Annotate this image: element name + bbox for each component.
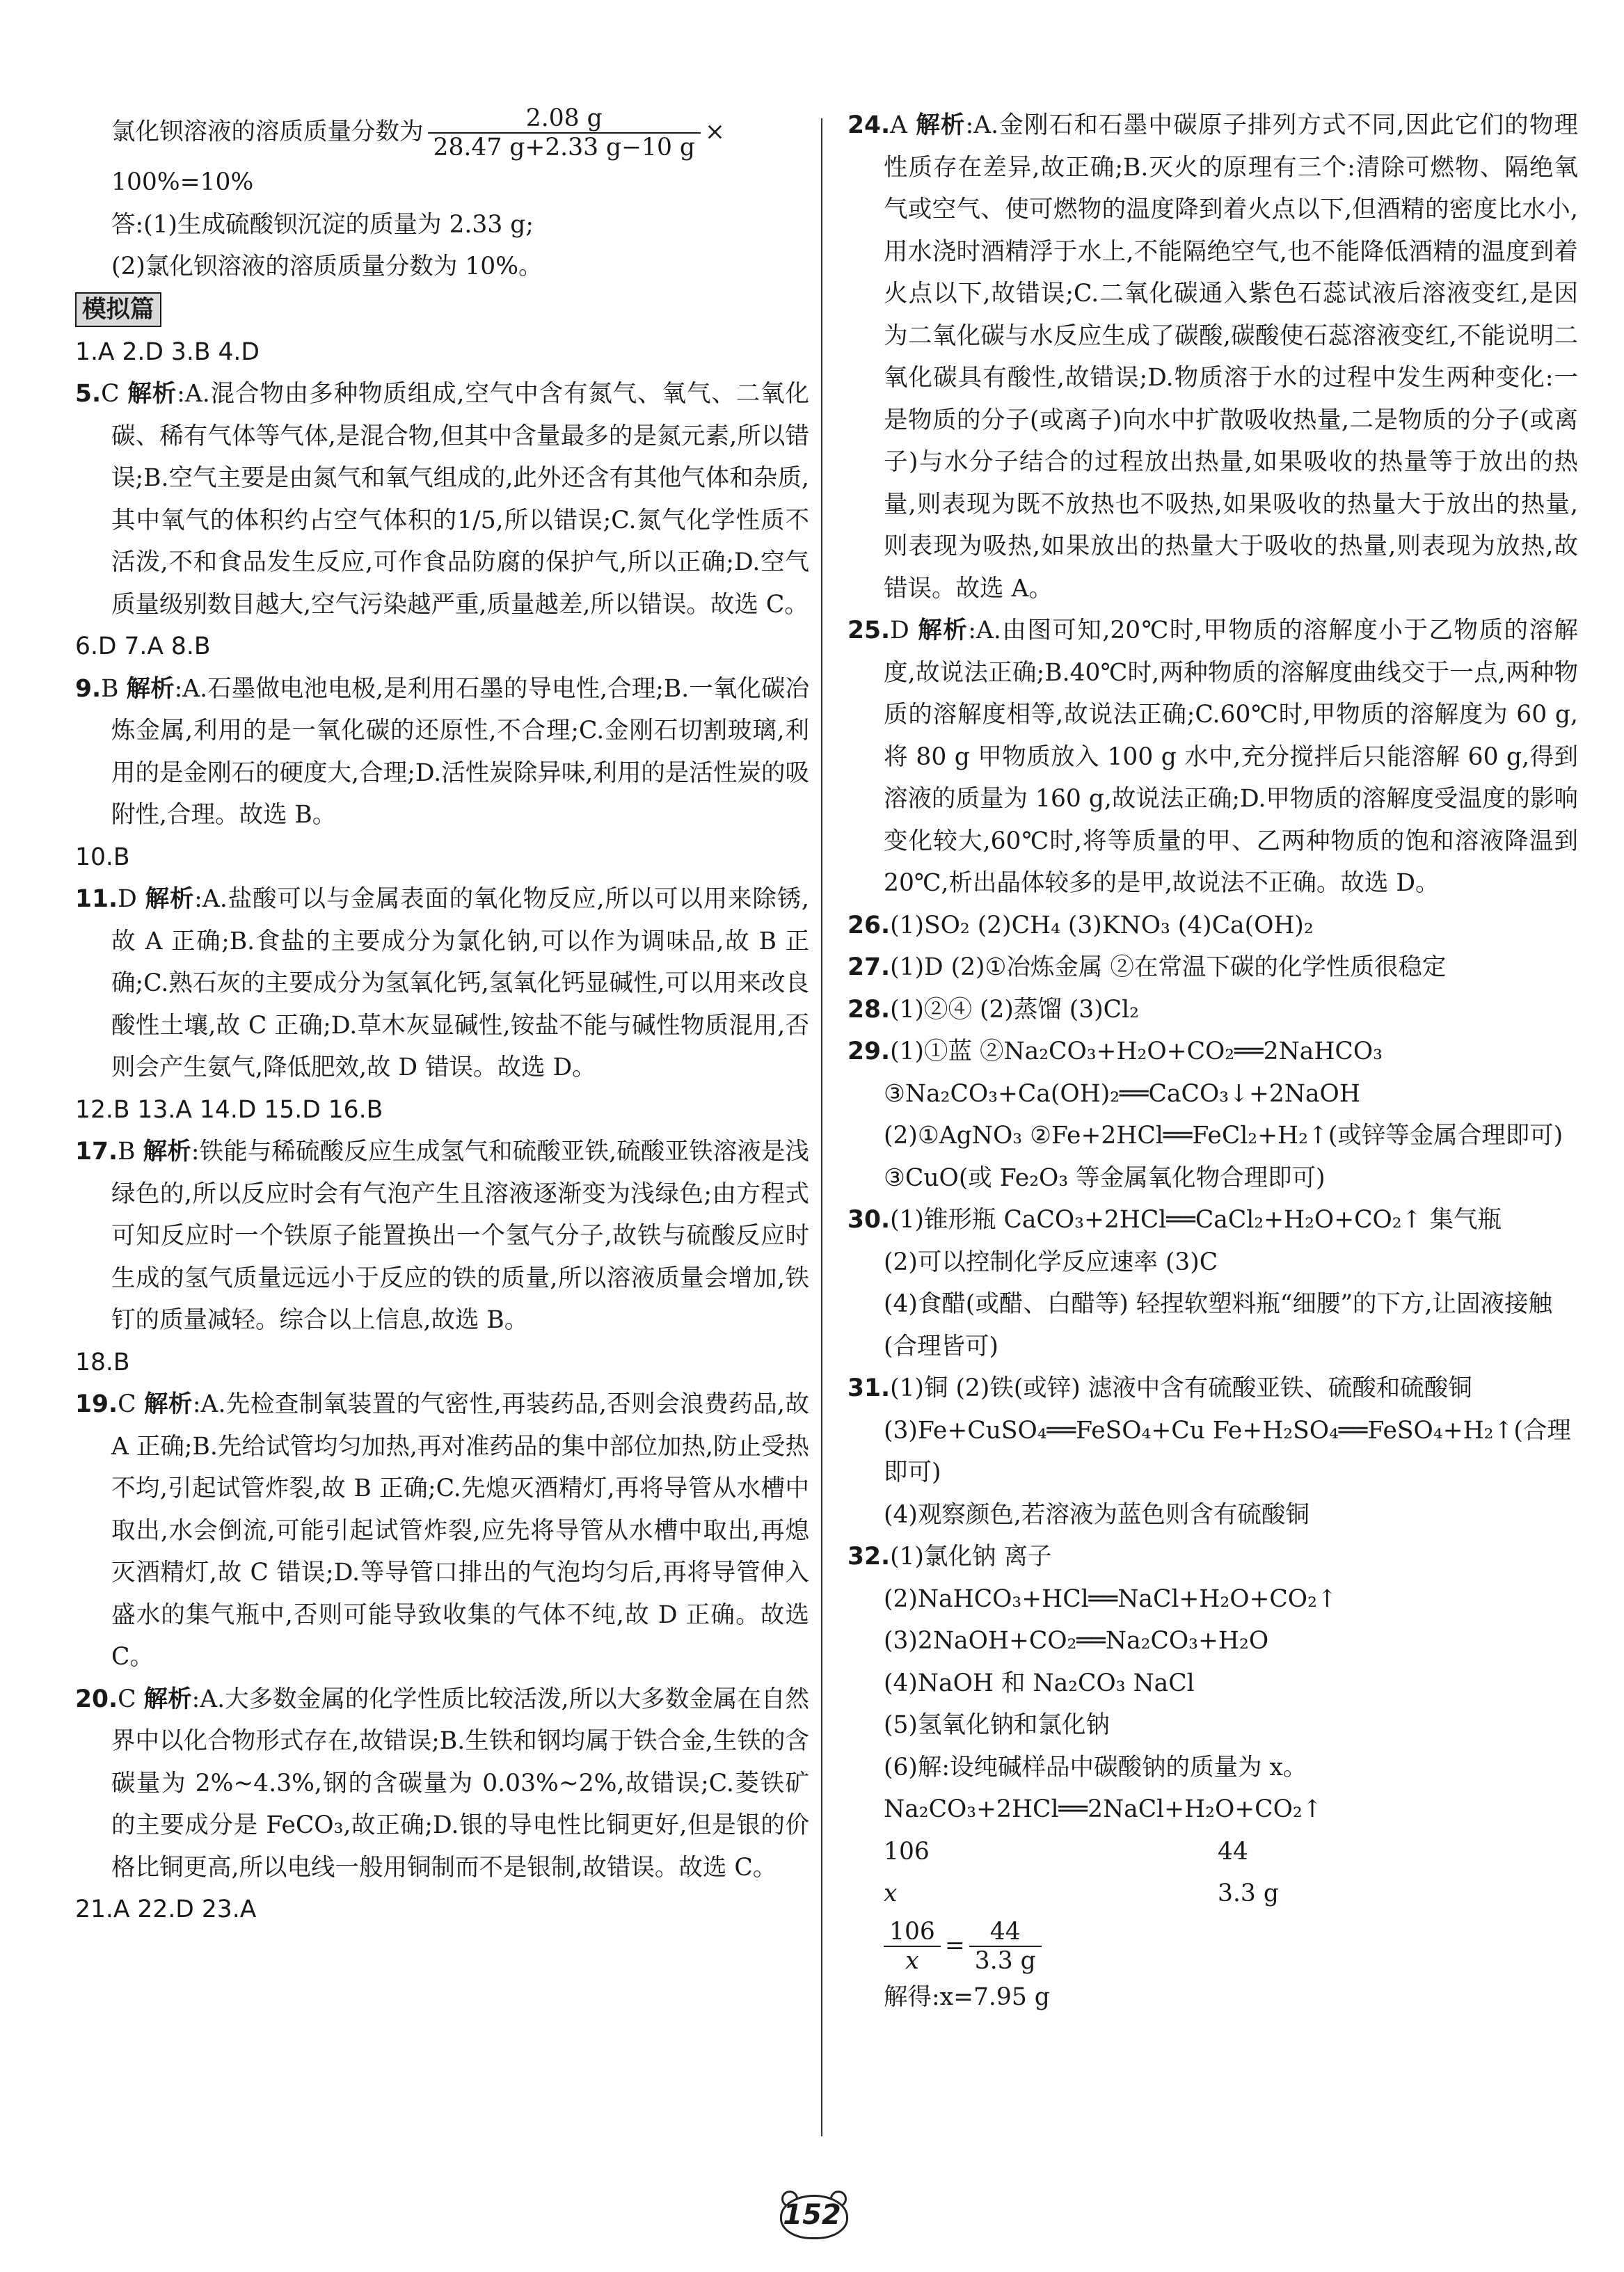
q5-number: 5. bbox=[75, 380, 102, 408]
fraction-denominator: 28.47 g+2.33 g−10 g bbox=[433, 134, 695, 161]
q19-number: 19. bbox=[75, 1390, 118, 1418]
q29-item bbox=[847, 1031, 1578, 1073]
q30-number: 30. bbox=[847, 1206, 891, 1234]
q5-answer: C bbox=[101, 380, 120, 408]
page-number-badge bbox=[770, 2191, 854, 2239]
q32-fraction-a-denominator: x bbox=[905, 1947, 919, 1975]
q26-number: 26. bbox=[847, 911, 891, 939]
q9-number: 9. bbox=[75, 674, 102, 703]
q19-analysis-label: 解析 bbox=[143, 1390, 193, 1418]
q30-line-2: (2)可以控制化学反应速率 (3)C bbox=[884, 1248, 1218, 1276]
q32-molar-mass-row bbox=[847, 1831, 1578, 1873]
q31-line-1: (1)铜 (2)铁(或锌) 滤液中含有硫酸亚铁、硫酸和硫酸铜 bbox=[890, 1374, 1472, 1402]
q28-text: (1)②④ (2)蒸馏 (3)Cl₂ bbox=[890, 995, 1139, 1024]
q30-item bbox=[847, 1199, 1578, 1241]
q25-analysis: :A.由图可知,20℃时,甲物质的溶解度小于乙物质的溶解度,故说法正确;B.40℃时,两种物质的溶解度曲线交于一点,两种物质的溶解度相等,故说法正确;C.60℃时,甲物质的溶解度为 60 g,将 80 g 甲物质放入 100 g 水中,充分搅拌后只能溶解 60 g,得到溶液的质量为 160 g,故说法正确;D.甲物质的溶解度受温度的影响变化较大,60℃时,将等质量的甲、乙两种物质的饱和溶液降温到 20℃,析出晶体较多的是甲,故说法不正确。故选 D。 bbox=[884, 617, 1579, 897]
q11-item bbox=[75, 878, 809, 1089]
q29-number: 29. bbox=[847, 1038, 891, 1065]
q26-item bbox=[847, 905, 1578, 947]
q20-answer: C bbox=[118, 1685, 136, 1713]
q31-number: 31. bbox=[847, 1374, 891, 1402]
q32-fraction-b-denominator: 3.3 g bbox=[974, 1947, 1036, 1975]
q32-value-2: 3.3 g bbox=[1218, 1880, 1279, 1907]
intro-answer-2: (2)氯化钡溶液的溶质质量分数为 10%。 bbox=[111, 253, 543, 280]
q32-equation: Na₂CO₃+2HCl══2NaCl+H₂O+CO₂↑ bbox=[884, 1795, 1323, 1823]
intro-result: 100%=10% bbox=[111, 168, 254, 196]
page-number: 152 bbox=[783, 2199, 841, 2231]
intro-prefix: 氯化钡溶液的溶质质量分数为 bbox=[111, 118, 424, 146]
q24-analysis: :A.金刚石和石墨中碳原子排列方式不同,因此它们的物理性质存在差异,故正确;B.灭火的原理有三个:清除可燃物、隔绝氧气或空气、使可燃物的温度降到着火点以下,但酒精的密度比水小,用水浇时酒精浮于水上,不能隔绝空气,也不能降低酒精的温度到着火点以下,故错误;C.二氧化碳通入紫色石蕊试液后溶液变红,是因为二氧化碳与水反应生成了碳酸,碳酸使石蕊溶液变红,不能说明二氧化碳具有酸性,故错误;D.物质溶于水的过程中发生两种变化:一是物质的分子(或离子)向水中扩散吸收热量,二是物质的分子(或离子)与水分子结合的过程放出热量,如果吸收的热量等于放出的热量,则表现为既不放热也不吸热,如果吸收的热量大于放出的热量,则表现为吸热,如果放出的热量大于吸收的热量,则表现为放热,故错误。故选 A。 bbox=[884, 111, 1579, 603]
q5-analysis: :A.混合物由多种物质组成,空气中含有氮气、氧气、二氧化碳、稀有气体等气体,是混合物,但其中含量最多的是氮元素,所以错误;B.空气主要是由氮气和氧气组成的,此外还含有其他气体和杂质,其中氧气的体积约占空气体积的1/5,所以错误;C.氮气化学性质不活泼,不和食品发生反应,可作食品防腐的保护气,所以正确;D.空气质量级别数目越大,空气污染越严重,质量越差,所以错误。故选 C。 bbox=[111, 380, 810, 619]
q31-item bbox=[847, 1367, 1578, 1410]
intro-answer-1: 答:(1)生成硫酸钡沉淀的质量为 2.33 g; bbox=[111, 210, 534, 239]
q32-proportion: $\frac{106}{x}$ = $\frac{44}{3.3 g}$ bbox=[847, 1915, 1578, 1976]
q18-answer: 18.B bbox=[75, 1348, 130, 1376]
q9-item bbox=[75, 668, 809, 836]
q32-line-4: (4)NaOH 和 Na₂CO₃ NaCl bbox=[884, 1669, 1195, 1697]
right-column bbox=[847, 104, 1578, 2018]
q32-value-row bbox=[847, 1873, 1578, 1915]
q27-text: (1)D (2)①冶炼金属 ②在常温下碳的化学性质很稳定 bbox=[890, 953, 1447, 981]
intro-fraction bbox=[428, 104, 701, 161]
q32-molar-mass-2: 44 bbox=[1218, 1837, 1248, 1866]
q19-analysis: :A.先检查制氧装置的气密性,再装药品,否则会浪费药品,故 A 正确;B.先给试管均匀加热,再对准药品的集中部位加热,防止受热不均,引起试管炸裂,故 B 正确;C.先熄灭酒精灯,再将导管从水槽中取出,水会倒流,可能引起试管炸裂,应先将导管从水槽中取出,再熄灭酒精灯,故 C 错误;D.等导管口排出的气泡均匀后,再将导管伸入盛水的集气瓶中,否则可能导致收集的气体不纯,故 D 正确。故选 C。 bbox=[111, 1390, 809, 1671]
times-sign: × bbox=[704, 118, 725, 146]
q28-number: 28. bbox=[847, 995, 891, 1024]
q32-line-2: (2)NaHCO₃+HCl══NaCl+H₂O+CO₂↑ bbox=[884, 1584, 1337, 1613]
q29-line-4: ③CuO(或 Fe₂O₃ 等金属氧化物合理即可) bbox=[884, 1163, 1326, 1192]
q11-analysis: :A.盐酸可以与金属表面的氧化物反应,所以可以用来除锈,故 A 正确;B.食盐的主要成分为氯化钠,可以作为调味品,故 B 正确;C.熟石灰的主要成分为氢氧化钙,氢氧化钙显碱性,可以用来改良酸性土壤,故 C 正确;D.草木灰显碱性,铵盐不能与碱性物质混用,否则会产生氨气,降低肥效,故 D 错误。故选 D。 bbox=[111, 885, 810, 1081]
q29-line-1: (1)①蓝 ②Na₂CO₃+H₂O+CO₂══2NaHCO₃ bbox=[890, 1038, 1383, 1065]
q24-answer: A bbox=[890, 111, 908, 139]
q19-answer: C bbox=[118, 1390, 136, 1418]
q32-line-3: (3)2NaOH+CO₂══Na₂CO₃+H₂O bbox=[884, 1627, 1269, 1655]
q25-number: 25. bbox=[847, 617, 891, 644]
answers-21-23: 21.A 22.D 23.A bbox=[75, 1896, 257, 1923]
q9-analysis-label: 解析 bbox=[126, 674, 175, 703]
q32-number: 32. bbox=[847, 1543, 891, 1571]
q11-answer: D bbox=[118, 885, 137, 913]
q32-line-1: (1)氯化钠 离子 bbox=[890, 1543, 1052, 1571]
q32-fraction-b bbox=[969, 1918, 1042, 1975]
q32-fraction-a bbox=[884, 1918, 941, 1975]
intro-fraction-line bbox=[75, 104, 809, 161]
q32-line-5: (5)氢氧化钠和氯化钠 bbox=[884, 1711, 1110, 1739]
q20-analysis-label: 解析 bbox=[143, 1685, 192, 1713]
answers-12-16: 12.B 13.A 14.D 15.D 16.B bbox=[75, 1095, 383, 1124]
q27-item bbox=[847, 946, 1578, 989]
q11-analysis-label: 解析 bbox=[145, 885, 195, 913]
q10-answer: 10.B bbox=[75, 843, 130, 871]
q30-line-1: (1)锥形瓶 CaCO₃+2HCl══CaCl₂+H₂O+CO₂↑ 集气瓶 bbox=[890, 1206, 1502, 1234]
section-label: 模拟篇 bbox=[75, 292, 161, 327]
q5-item bbox=[75, 373, 809, 626]
answers-1-4: 1.A 2.D 3.B 4.D bbox=[75, 337, 260, 366]
q5-analysis-label: 解析 bbox=[127, 380, 177, 408]
q20-number: 20. bbox=[75, 1685, 118, 1713]
q32-fraction-b-numerator: 44 bbox=[969, 1918, 1042, 1947]
q29-line-2: ③Na₂CO₃+Ca(OH)₂══CaCO₃↓+2NaOH bbox=[884, 1079, 1360, 1108]
q32-line-6: (6)解:设纯碱样品中碳酸钠的质量为 x。 bbox=[884, 1753, 1307, 1781]
q9-analysis: :A.石墨做电池电极,是利用石墨的导电性,合理;B.一氧化碳冶炼金属,利用的是一氧化碳的还原性,不合理;C.金刚石切割玻璃,利用的是金刚石的硬度大,合理;D.活性炭除异味,利用的是活性炭的吸附性,合理。故选 B。 bbox=[111, 674, 810, 829]
q31-line-3: (4)观察颜色,若溶液为蓝色则含有硫酸铜 bbox=[884, 1500, 1309, 1529]
q25-item bbox=[847, 610, 1578, 905]
q9-answer: B bbox=[101, 674, 119, 703]
q20-item bbox=[75, 1678, 809, 1889]
q27-number: 27. bbox=[847, 953, 891, 981]
left-column bbox=[75, 104, 809, 1931]
q26-text: (1)SO₂ (2)CH₄ (3)KNO₃ (4)Ca(OH)₂ bbox=[890, 911, 1314, 939]
q17-answer: B bbox=[118, 1138, 136, 1166]
q32-solve: 解得:x=7.95 g bbox=[884, 1983, 1050, 2011]
q28-item bbox=[847, 989, 1578, 1031]
q19-item bbox=[75, 1383, 809, 1678]
q17-analysis: :铁能与稀硫酸反应生成氢气和硫酸亚铁,硫酸亚铁溶液是浅绿色的,所以反应时会有气泡产生且溶液逐渐变为浅绿色;由方程式可知反应时一个铁原子能置换出一个氢气分子,故铁与硫酸反应时生成的氢气质量远远小于反应的铁的质量,所以溶液质量会增加,铁钉的质量减轻。综合以上信息,故选 B。 bbox=[111, 1138, 810, 1334]
q11-number: 11. bbox=[75, 885, 118, 913]
q17-number: 17. bbox=[75, 1138, 118, 1166]
fraction-numerator: 2.08 g bbox=[428, 104, 701, 134]
q25-answer: D bbox=[890, 617, 909, 644]
q32-fraction-a-numerator: 106 bbox=[884, 1918, 941, 1947]
q32-value-1: x bbox=[884, 1880, 898, 1907]
q20-analysis: :A.大多数金属的化学性质比较活泼,所以大多数金属在自然界中以化合物形式存在,故错误;B.生铁和钢均属于铁合金,生铁的含碳量为 2%~4.3%,钢的含碳量为 0.03%~2%,故错误;C.菱铁矿的主要成分是 FeCO₃,故正确;D.银的导电性比铜更好,但是银的价格比铜更高,所以电线一般用铜制而不是银制,故错误。故选 C。 bbox=[111, 1685, 810, 1882]
column-divider bbox=[821, 118, 822, 2136]
answers-6-8: 6.D 7.A 8.B bbox=[75, 633, 211, 660]
q30-line-3: (4)食醋(或醋、白醋等) 轻捏软塑料瓶“细腰”的下方,让固液接触(合理皆可) bbox=[884, 1290, 1552, 1360]
q17-analysis-label: 解析 bbox=[143, 1138, 191, 1166]
q24-item bbox=[847, 104, 1578, 610]
q24-analysis-label: 解析 bbox=[916, 111, 966, 139]
q32-item bbox=[847, 1536, 1578, 1578]
q25-analysis-label: 解析 bbox=[918, 617, 969, 644]
q24-number: 24. bbox=[847, 111, 891, 139]
q32-molar-mass-1: 106 bbox=[884, 1837, 930, 1866]
q29-line-3: (2)①AgNO₃ ②Fe+2HCl══FeCl₂+H₂↑(或锌等金属合理即可) bbox=[884, 1122, 1563, 1150]
q31-line-2: (3)Fe+CuSO₄══FeSO₄+Cu Fe+H₂SO₄══FeSO₄+H₂↑(合理即可) bbox=[884, 1416, 1571, 1486]
q17-item bbox=[75, 1131, 809, 1342]
